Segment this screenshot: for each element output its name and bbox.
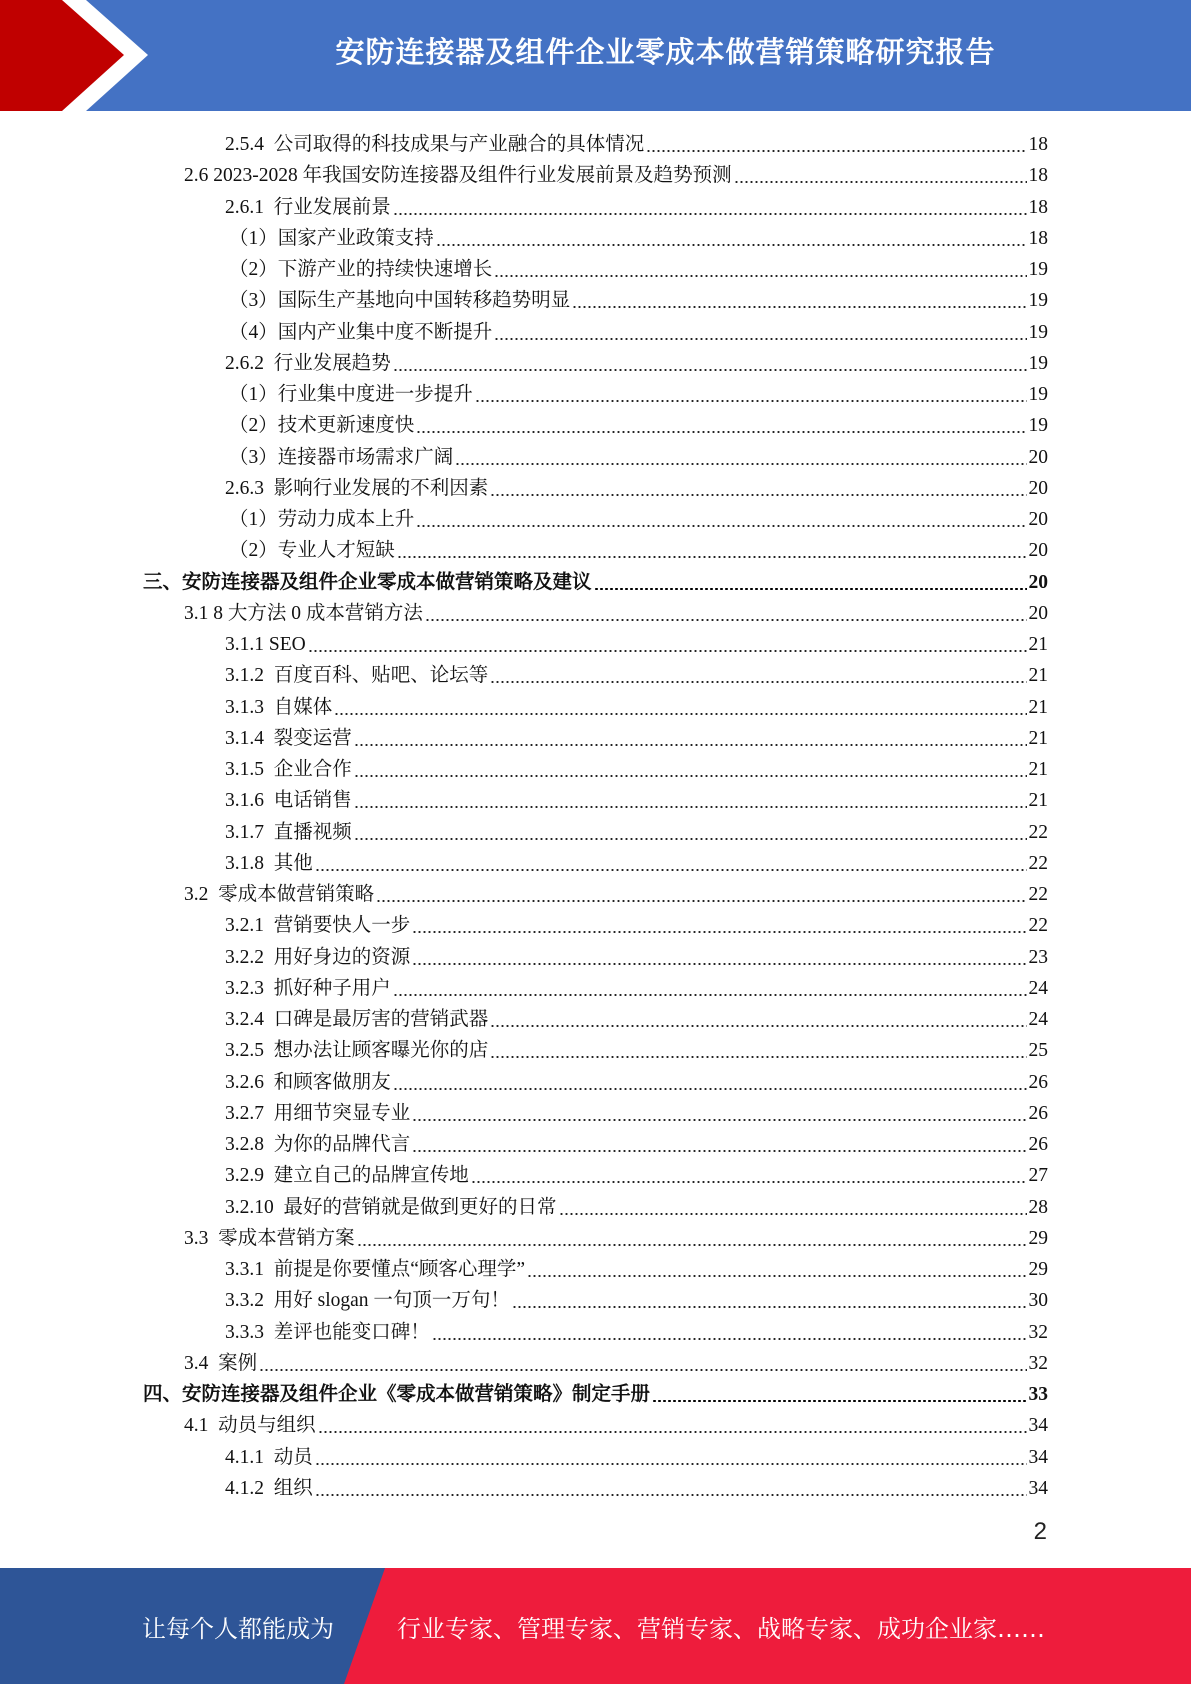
toc-entry-title: 4.1.2 组织 bbox=[225, 1477, 313, 1499]
toc-leader-dots bbox=[393, 369, 1027, 371]
toc-entry-title: 3.2.3 抓好种子用户 bbox=[225, 977, 391, 999]
toc-entry-page: 34 bbox=[1028, 1477, 1048, 1499]
toc-entry[interactable] bbox=[225, 1002, 1048, 1033]
toc-entry[interactable] bbox=[225, 190, 1048, 221]
toc-entry-page: 21 bbox=[1028, 759, 1048, 780]
toc-leader-dots bbox=[315, 1494, 1027, 1496]
toc-entry[interactable] bbox=[225, 721, 1048, 752]
toc-entry-page: 29 bbox=[1028, 1227, 1048, 1249]
toc-entry[interactable] bbox=[225, 627, 1048, 658]
toc-entry[interactable] bbox=[229, 377, 1048, 408]
toc-entry-title: 3.1.8 其他 bbox=[225, 852, 313, 874]
toc-leader-dots bbox=[436, 244, 1027, 246]
toc-entry-title: 3.1.2 百度百科、贴吧、论坛等 bbox=[225, 665, 489, 687]
toc-leader-dots bbox=[490, 494, 1026, 496]
page-footer bbox=[0, 1568, 1191, 1684]
toc-entry-page: 19 bbox=[1028, 259, 1048, 280]
toc-leader-dots bbox=[652, 1400, 1026, 1402]
toc-entry-page: 22 bbox=[1028, 852, 1048, 874]
toc-entry-title: 3.2.6 和顾客做朋友 bbox=[225, 1071, 391, 1093]
toc-leader-dots bbox=[412, 931, 1026, 933]
toc-entry-page: 25 bbox=[1028, 1040, 1048, 1062]
toc-entry-page: 18 bbox=[1028, 196, 1048, 218]
toc-entry-title: 3.3.2 用好 slogan 一句顶一万句！ bbox=[225, 1290, 510, 1312]
toc-entry[interactable] bbox=[229, 252, 1048, 283]
toc-entry[interactable] bbox=[184, 1346, 1048, 1377]
toc-entry-page: 21 bbox=[1028, 696, 1048, 718]
toc-entry[interactable] bbox=[225, 846, 1048, 877]
toc-entry-page: 34 bbox=[1028, 1415, 1048, 1437]
toc-entry-title: 4.1 动员与组织 bbox=[184, 1415, 316, 1437]
toc-entry[interactable] bbox=[225, 971, 1048, 1002]
toc-leader-dots bbox=[397, 556, 1027, 558]
toc-entry-title: 3.2 零成本做营销策略 bbox=[184, 884, 375, 905]
toc-entry-page: 21 bbox=[1028, 790, 1048, 812]
toc-entry[interactable] bbox=[184, 877, 1048, 908]
toc-entry-title: （3）国际生产基地向中国转移趋势明显 bbox=[229, 290, 571, 312]
toc-leader-dots bbox=[475, 400, 1027, 402]
toc-entry-page: 19 bbox=[1028, 290, 1048, 312]
toc-entry-page: 23 bbox=[1028, 946, 1048, 968]
toc-entry-page: 18 bbox=[1028, 227, 1048, 249]
toc-leader-dots bbox=[412, 1119, 1026, 1121]
toc-leader-dots bbox=[315, 1463, 1027, 1465]
toc-leader-dots bbox=[416, 525, 1026, 527]
toc-entry-page: 26 bbox=[1028, 1134, 1048, 1155]
toc-entry-page: 20 bbox=[1028, 446, 1048, 468]
toc-entry[interactable] bbox=[225, 1033, 1048, 1064]
toc-entry-title: 3.3.1 前提是你要懂点“顾客心理学” bbox=[225, 1259, 526, 1280]
toc-entry-page: 19 bbox=[1028, 352, 1048, 374]
toc-entry-page: 19 bbox=[1028, 415, 1048, 437]
toc-entry-title: 3.2.8 为你的品牌代言 bbox=[225, 1134, 411, 1155]
toc-entry-title: （1）行业集中度进一步提升 bbox=[229, 384, 473, 405]
toc-entry[interactable] bbox=[225, 1471, 1048, 1502]
toc-entry[interactable] bbox=[143, 1377, 1048, 1408]
toc-entry-page: 22 bbox=[1028, 884, 1048, 905]
toc-entry-title: （1）劳动力成本上升 bbox=[229, 509, 415, 530]
toc-entry-page: 24 bbox=[1028, 977, 1048, 999]
toc-entry-page: 20 bbox=[1028, 509, 1048, 530]
toc-leader-dots bbox=[412, 963, 1026, 965]
toc-entry[interactable] bbox=[229, 440, 1048, 471]
toc-entry-title: 2.6.3 影响行业发展的不利因素 bbox=[225, 477, 489, 499]
toc-entry-title: 4.1.1 动员 bbox=[225, 1446, 313, 1468]
toc-leader-dots bbox=[357, 1244, 1027, 1246]
toc-leader-dots bbox=[527, 1275, 1026, 1277]
toc-entry-title: （4）国内产业集中度不断提升 bbox=[229, 321, 493, 343]
toc-entry-page: 24 bbox=[1028, 1009, 1048, 1030]
toc-leader-dots bbox=[490, 1056, 1026, 1058]
toc-entry-title: 四、安防连接器及组件企业《零成本做营销策略》制定手册 bbox=[143, 1384, 651, 1405]
toc-entry[interactable] bbox=[229, 408, 1048, 439]
toc-entry-page: 20 bbox=[1028, 540, 1048, 562]
toc-leader-dots bbox=[393, 213, 1027, 215]
footer-slogan-right: 行业专家、管理专家、营销专家、战略专家、成功企业家…… bbox=[397, 1614, 1045, 1643]
toc-leader-dots bbox=[734, 181, 1027, 183]
toc-leader-dots bbox=[494, 338, 1026, 340]
toc-leader-dots bbox=[393, 1088, 1027, 1090]
toc-entry[interactable] bbox=[225, 752, 1048, 783]
toc-entry-title: 2.6 2023-2028 年我国安防连接器及组件行业发展前景及趋势预测 bbox=[184, 165, 732, 187]
toc-entry-page: 20 bbox=[1028, 571, 1048, 593]
page-header bbox=[0, 0, 1191, 111]
toc-entry-page: 26 bbox=[1028, 1071, 1048, 1093]
toc-entry[interactable] bbox=[184, 596, 1048, 627]
toc-entry-page: 19 bbox=[1028, 384, 1048, 405]
toc-entry[interactable] bbox=[225, 1252, 1048, 1283]
toc-leader-dots bbox=[559, 1213, 1027, 1215]
toc-entry-page: 21 bbox=[1028, 727, 1048, 749]
toc-entry[interactable] bbox=[225, 908, 1048, 939]
toc-entry-page: 32 bbox=[1028, 1352, 1048, 1374]
toc-entry-page: 22 bbox=[1028, 915, 1048, 937]
toc-entry-page: 20 bbox=[1028, 602, 1048, 624]
toc-entry-title: 3.2.4 口碑是最厉害的营销武器 bbox=[225, 1009, 489, 1030]
toc-entry[interactable] bbox=[225, 1127, 1048, 1158]
toc-entry-title: 3.2.10 最好的营销就是做到更好的日常 bbox=[225, 1196, 557, 1218]
footer-slogan-left: 让每个人都能成为 bbox=[142, 1614, 334, 1643]
toc-leader-dots bbox=[455, 463, 1026, 465]
toc-leader-dots bbox=[308, 650, 1027, 652]
toc-entry-title: （2）下游产业的持续快速增长 bbox=[229, 259, 493, 280]
toc-entry-page: 33 bbox=[1028, 1384, 1048, 1405]
toc-leader-dots bbox=[412, 1150, 1026, 1152]
toc-entry[interactable] bbox=[229, 283, 1048, 314]
toc-entry[interactable] bbox=[229, 221, 1048, 252]
toc-entry-title: 3.3.3 差评也能变口碑！ bbox=[225, 1321, 430, 1343]
toc-entry[interactable] bbox=[229, 502, 1048, 533]
toc-entry-page: 18 bbox=[1028, 165, 1048, 187]
toc-entry-title: 3.3 零成本营销方案 bbox=[184, 1227, 355, 1249]
toc-entry[interactable] bbox=[229, 315, 1048, 346]
toc-entry-title: 3.1.6 电话销售 bbox=[225, 790, 352, 812]
toc-leader-dots bbox=[376, 900, 1026, 902]
toc-entry-title: （1）国家产业政策支持 bbox=[229, 227, 434, 249]
toc-leader-dots bbox=[259, 1369, 1026, 1371]
toc-entry[interactable] bbox=[143, 565, 1048, 596]
report-title: 安防连接器及组件企业零成本做营销策略研究报告 bbox=[335, 34, 996, 69]
toc-entry[interactable] bbox=[225, 1315, 1048, 1346]
toc-entry-title: 3.4 案例 bbox=[184, 1352, 258, 1374]
toc-entry-page: 29 bbox=[1028, 1259, 1048, 1280]
toc-leader-dots bbox=[354, 806, 1027, 808]
toc-leader-dots bbox=[334, 713, 1026, 715]
toc-entry-page: 22 bbox=[1028, 821, 1048, 843]
toc-leader-dots bbox=[494, 275, 1026, 277]
toc-entry-page: 30 bbox=[1028, 1290, 1048, 1312]
toc-leader-dots bbox=[490, 1025, 1026, 1027]
toc-entry[interactable] bbox=[225, 471, 1048, 502]
toc-entry-title: 2.5.4 公司取得的科技成果与产业融合的具体情况 bbox=[225, 134, 645, 155]
toc-entry-page: 28 bbox=[1028, 1196, 1048, 1218]
toc-entry[interactable] bbox=[225, 1283, 1048, 1314]
toc-leader-dots bbox=[432, 1338, 1027, 1340]
toc-leader-dots bbox=[318, 1431, 1027, 1433]
toc-entry[interactable] bbox=[225, 1440, 1048, 1471]
toc-entry[interactable] bbox=[184, 1408, 1048, 1439]
toc-entry-title: 3.1.4 裂变运营 bbox=[225, 727, 352, 749]
toc-entry-page: 20 bbox=[1028, 477, 1048, 499]
toc-leader-dots bbox=[416, 431, 1026, 433]
toc-leader-dots bbox=[646, 150, 1026, 152]
toc-entry[interactable] bbox=[225, 940, 1048, 971]
toc-entry[interactable] bbox=[184, 1221, 1048, 1252]
toc-leader-dots bbox=[354, 744, 1027, 746]
toc-entry-title: 3.2.7 用细节突显专业 bbox=[225, 1102, 411, 1124]
toc-entry-title: 3.1.1 SEO bbox=[225, 634, 306, 655]
toc-leader-dots bbox=[490, 681, 1026, 683]
toc-entry[interactable] bbox=[225, 1065, 1048, 1096]
toc-entry[interactable] bbox=[225, 1190, 1048, 1221]
toc-entry[interactable] bbox=[225, 127, 1048, 158]
toc-entry[interactable] bbox=[225, 1096, 1048, 1127]
toc-entry[interactable] bbox=[225, 783, 1048, 814]
toc-entry-page: 34 bbox=[1028, 1446, 1048, 1468]
toc-entry-page: 26 bbox=[1028, 1102, 1048, 1124]
toc-entry-title: 3.1.7 直播视频 bbox=[225, 821, 352, 843]
toc-leader-dots bbox=[425, 619, 1027, 621]
toc-entry-page: 32 bbox=[1028, 1321, 1048, 1343]
toc-entry[interactable] bbox=[225, 815, 1048, 846]
toc-leader-dots bbox=[572, 306, 1026, 308]
toc-entry-title: 3.1.3 自媒体 bbox=[225, 696, 333, 718]
toc-entry-title: 三、安防连接器及组件企业零成本做营销策略及建议 bbox=[143, 571, 592, 593]
toc-entry-page: 18 bbox=[1028, 134, 1048, 155]
toc-leader-dots bbox=[354, 775, 1027, 777]
toc-entry-title: 3.2.9 建立自己的品牌宣传地 bbox=[225, 1165, 469, 1187]
toc-entry-title: （2）专业人才短缺 bbox=[229, 540, 395, 562]
toc-leader-dots bbox=[512, 1306, 1027, 1308]
toc-leader-dots bbox=[393, 994, 1027, 996]
page-number: 2 bbox=[1033, 1518, 1047, 1545]
toc-entry-title: 3.2.2 用好身边的资源 bbox=[225, 946, 411, 968]
toc-entry-page: 19 bbox=[1028, 321, 1048, 343]
toc-entry[interactable] bbox=[184, 158, 1048, 189]
toc-entry-page: 21 bbox=[1028, 665, 1048, 687]
toc-entry[interactable] bbox=[225, 1158, 1048, 1189]
toc-leader-dots bbox=[315, 869, 1027, 871]
toc-entry-title: 3.2.1 营销要快人一步 bbox=[225, 915, 411, 937]
toc-entry[interactable] bbox=[225, 658, 1048, 689]
toc-entry[interactable] bbox=[229, 533, 1048, 564]
toc-entry-title: 3.1 8 大方法 0 成本营销方法 bbox=[184, 602, 423, 624]
toc-entry-title: 2.6.2 行业发展趋势 bbox=[225, 352, 391, 374]
toc-entry-title: 2.6.1 行业发展前景 bbox=[225, 196, 391, 218]
toc-entry[interactable] bbox=[225, 690, 1048, 721]
toc-entry[interactable] bbox=[225, 346, 1048, 377]
toc-leader-dots bbox=[354, 838, 1027, 840]
toc-leader-dots bbox=[471, 1181, 1027, 1183]
toc-entry-title: （3）连接器市场需求广阔 bbox=[229, 446, 454, 468]
toc-leader-dots bbox=[594, 588, 1027, 590]
toc-entry-page: 27 bbox=[1028, 1165, 1048, 1187]
toc-entry-title: 3.2.5 想办法让顾客曝光你的店 bbox=[225, 1040, 489, 1062]
toc-entry-title: （2）技术更新速度快 bbox=[229, 415, 415, 437]
toc-entry-title: 3.1.5 企业合作 bbox=[225, 759, 352, 780]
toc-entry-page: 21 bbox=[1028, 634, 1048, 655]
